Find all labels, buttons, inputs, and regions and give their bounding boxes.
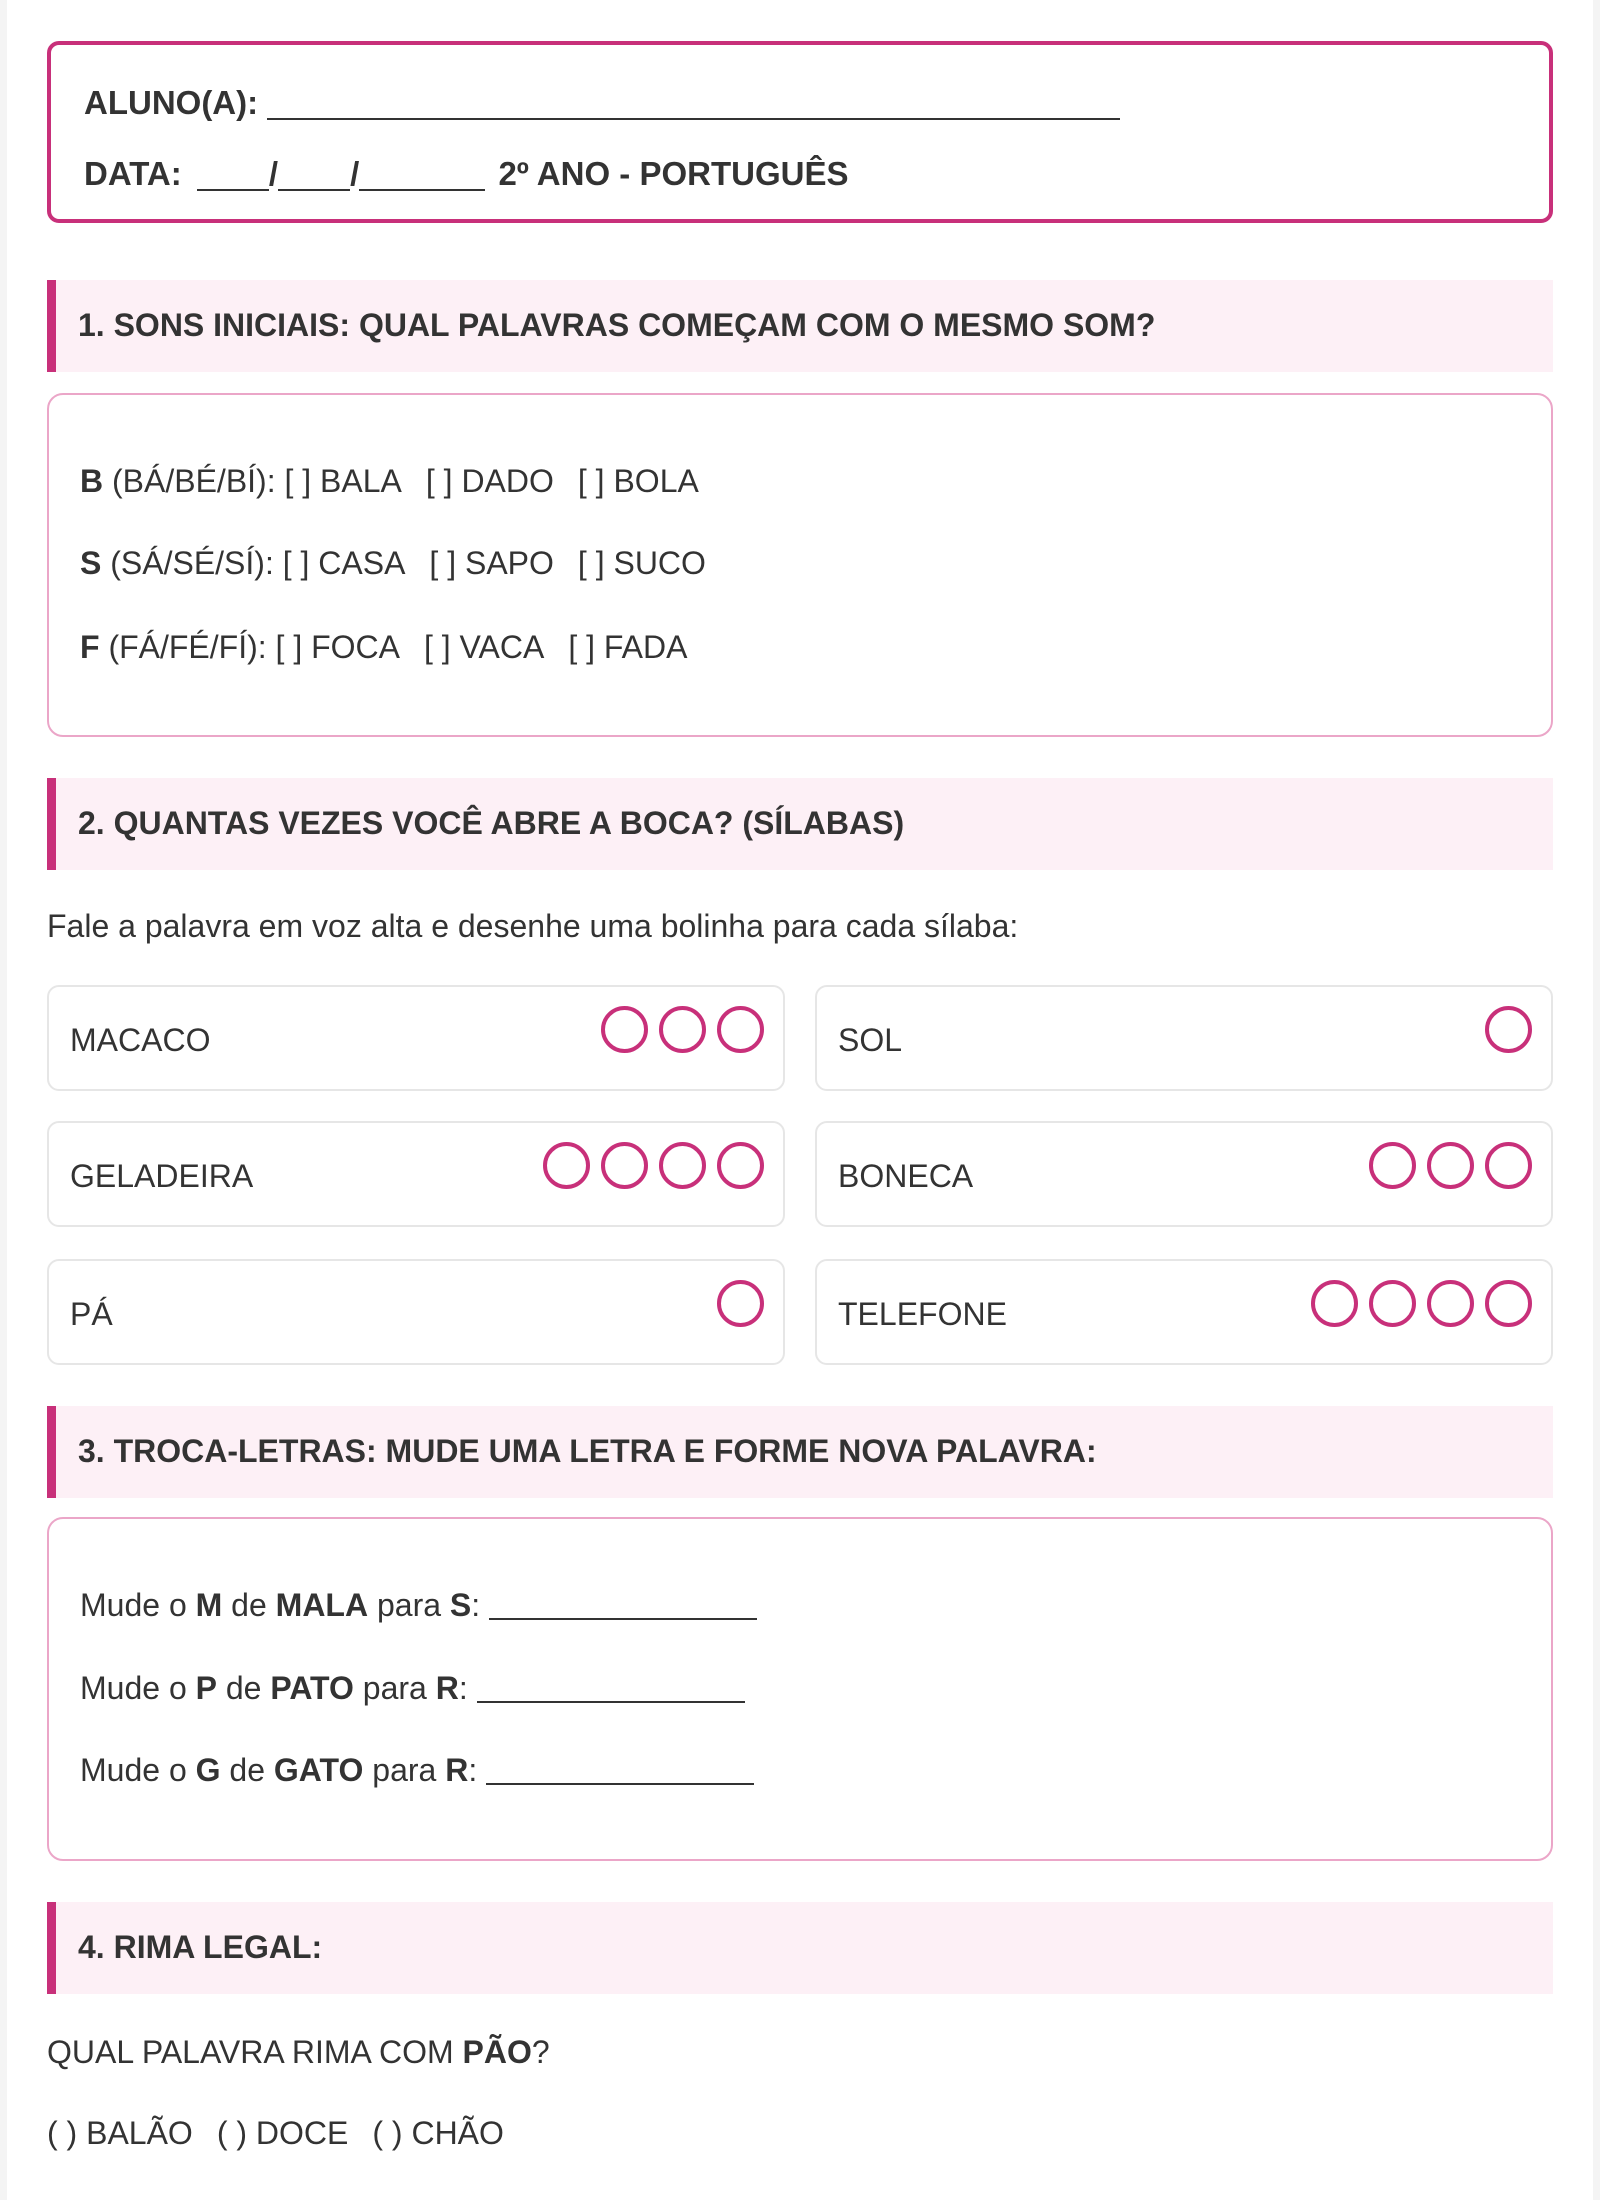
- syllable-circle[interactable]: [601, 1006, 648, 1053]
- student-info-box: [47, 41, 1553, 223]
- syllable-circle[interactable]: [717, 1142, 764, 1189]
- swap-text: Mude o: [80, 1670, 196, 1706]
- date-month-blank[interactable]: [278, 159, 350, 191]
- swap-to-letter: R: [435, 1670, 459, 1706]
- grade-subject: 2º ANO - PORTUGUÊS: [498, 155, 849, 192]
- checkbox-option[interactable]: [ ] BALA: [284, 463, 402, 499]
- syllable-word: MACACO: [70, 1022, 211, 1058]
- date-label: DATA:: [84, 155, 182, 192]
- initial-sound-row: [80, 545, 706, 582]
- checkbox-option[interactable]: [ ] FOCA: [275, 629, 400, 665]
- syllable-circles: [543, 1142, 764, 1189]
- rhyme-question-text: QUAL PALAVRA RIMA COM: [47, 2034, 463, 2070]
- section-3-header: [47, 1406, 1553, 1498]
- syllable-word: GELADEIRA: [70, 1158, 254, 1194]
- checkbox-option[interactable]: [ ] CASA: [282, 545, 406, 581]
- answer-blank[interactable]: [486, 1757, 754, 1785]
- swap-text: :: [471, 1587, 481, 1623]
- syllable-circle[interactable]: [1369, 1280, 1416, 1327]
- rhyme-option[interactable]: ( ) BALÃO: [47, 2115, 193, 2151]
- section-3-box: [47, 1517, 1553, 1861]
- worksheet-page: [7, 0, 1593, 2200]
- section-1-box: [47, 393, 1553, 737]
- rhyme-option[interactable]: ( ) CHÃO: [372, 2115, 504, 2151]
- swap-word: GATO: [273, 1752, 364, 1788]
- sound-letter: F: [80, 629, 100, 665]
- swap-from-letter: M: [195, 1587, 223, 1623]
- student-name-label: ALUNO(A):: [84, 84, 259, 121]
- rhyme-options: [47, 2115, 504, 2152]
- checkbox-option[interactable]: [ ] DADO: [425, 463, 554, 499]
- sound-letter: B: [80, 463, 104, 499]
- syllable-circle[interactable]: [1427, 1142, 1474, 1189]
- syllable-card: [815, 985, 1553, 1091]
- section-2-header: [47, 778, 1553, 870]
- syllable-instruction: Fale a palavra em voz alta e desenhe uma bolinha para cada sílaba:: [47, 908, 1019, 944]
- sound-hint: (FÁ/FÉ/FÍ):: [99, 629, 276, 665]
- rhyme-option[interactable]: ( ) DOCE: [216, 2115, 349, 2151]
- syllable-circles: [601, 1006, 764, 1053]
- syllable-circles: [1485, 1006, 1532, 1053]
- swap-to-letter: R: [445, 1752, 469, 1788]
- syllable-card: [815, 1259, 1553, 1365]
- swap-from-letter: G: [195, 1752, 221, 1788]
- syllable-word: TELEFONE: [838, 1296, 1007, 1332]
- syllable-circle[interactable]: [1485, 1142, 1532, 1189]
- swap-text: Mude o: [80, 1587, 196, 1623]
- syllable-word: BONECA: [838, 1158, 974, 1194]
- date-separator: /: [350, 155, 360, 192]
- swap-text: Mude o: [80, 1752, 196, 1788]
- section-3-title: 3. TROCA-LETRAS: MUDE UMA LETRA E FORME NOVA PALAVRA:: [78, 1433, 1097, 1469]
- letter-swap-row: [80, 1670, 745, 1707]
- answer-blank[interactable]: [489, 1592, 757, 1620]
- syllable-circle[interactable]: [1369, 1142, 1416, 1189]
- swap-text: para: [363, 1752, 446, 1788]
- syllable-card: [815, 1121, 1553, 1227]
- swap-from-letter: P: [195, 1670, 217, 1706]
- syllable-circle[interactable]: [659, 1006, 706, 1053]
- section-1-header: [47, 280, 1553, 372]
- swap-text: de: [220, 1752, 274, 1788]
- date-separator: /: [268, 155, 279, 192]
- swap-text: de: [222, 1587, 276, 1623]
- section-4-header: [47, 1902, 1553, 1994]
- checkbox-option[interactable]: [ ] SUCO: [577, 545, 706, 581]
- checkbox-option[interactable]: [ ] VACA: [423, 629, 545, 665]
- swap-to-letter: S: [449, 1587, 472, 1623]
- syllable-circle[interactable]: [717, 1006, 764, 1053]
- syllable-circles: [1311, 1280, 1532, 1327]
- syllable-circle[interactable]: [1485, 1280, 1532, 1327]
- syllable-circle[interactable]: [1485, 1006, 1532, 1053]
- swap-text: :: [458, 1670, 468, 1706]
- swap-text: para: [353, 1670, 436, 1706]
- swap-word: MALA: [275, 1587, 369, 1623]
- student-name-line: [84, 84, 1120, 122]
- initial-sound-row: [80, 463, 699, 500]
- sound-hint: (BÁ/BÉ/BÍ):: [103, 463, 285, 499]
- letter-swap-row: [80, 1752, 754, 1789]
- syllable-card: [47, 985, 785, 1091]
- syllable-circle[interactable]: [543, 1142, 590, 1189]
- syllable-card: [47, 1121, 785, 1227]
- letter-swap-row: [80, 1587, 757, 1624]
- swap-text: de: [216, 1670, 271, 1706]
- rhyme-question: [47, 2034, 550, 2071]
- swap-text: :: [468, 1752, 478, 1788]
- section-1-title: 1. SONS INICIAIS: QUAL PALAVRAS COMEÇAM COM O MESMO SOM?: [78, 307, 1156, 343]
- section-4-title: 4. RIMA LEGAL:: [78, 1929, 323, 1965]
- sound-hint: (SÁ/SÉ/SÍ):: [101, 545, 283, 581]
- sound-letter: S: [80, 545, 102, 581]
- syllable-word: PÁ: [70, 1296, 113, 1332]
- student-name-blank[interactable]: [267, 88, 1120, 120]
- rhyme-question-text: ?: [531, 2034, 550, 2070]
- section-2-title: 2. QUANTAS VEZES VOCÊ ABRE A BOCA? (SÍLABAS): [78, 805, 905, 841]
- rhyme-target-word: PÃO: [462, 2034, 532, 2070]
- checkbox-option[interactable]: [ ] BOLA: [577, 463, 699, 499]
- syllable-circle[interactable]: [1311, 1280, 1358, 1327]
- checkbox-option[interactable]: [ ] SAPO: [429, 545, 554, 581]
- syllable-circles: [1369, 1142, 1532, 1189]
- checkbox-option[interactable]: [ ] FADA: [568, 629, 688, 665]
- date-day-blank[interactable]: [197, 159, 269, 191]
- syllable-circles: [717, 1280, 764, 1327]
- date-line: [84, 155, 848, 193]
- initial-sound-row: [80, 629, 687, 666]
- syllable-circle[interactable]: [1427, 1280, 1474, 1327]
- syllable-word: SOL: [838, 1022, 903, 1058]
- syllable-circle[interactable]: [601, 1142, 648, 1189]
- answer-blank[interactable]: [477, 1675, 745, 1703]
- swap-word: PATO: [270, 1670, 354, 1706]
- syllable-circle[interactable]: [717, 1280, 764, 1327]
- date-year-blank[interactable]: [359, 159, 485, 191]
- syllable-circle[interactable]: [659, 1142, 706, 1189]
- syllable-card: [47, 1259, 785, 1365]
- swap-text: para: [368, 1587, 450, 1623]
